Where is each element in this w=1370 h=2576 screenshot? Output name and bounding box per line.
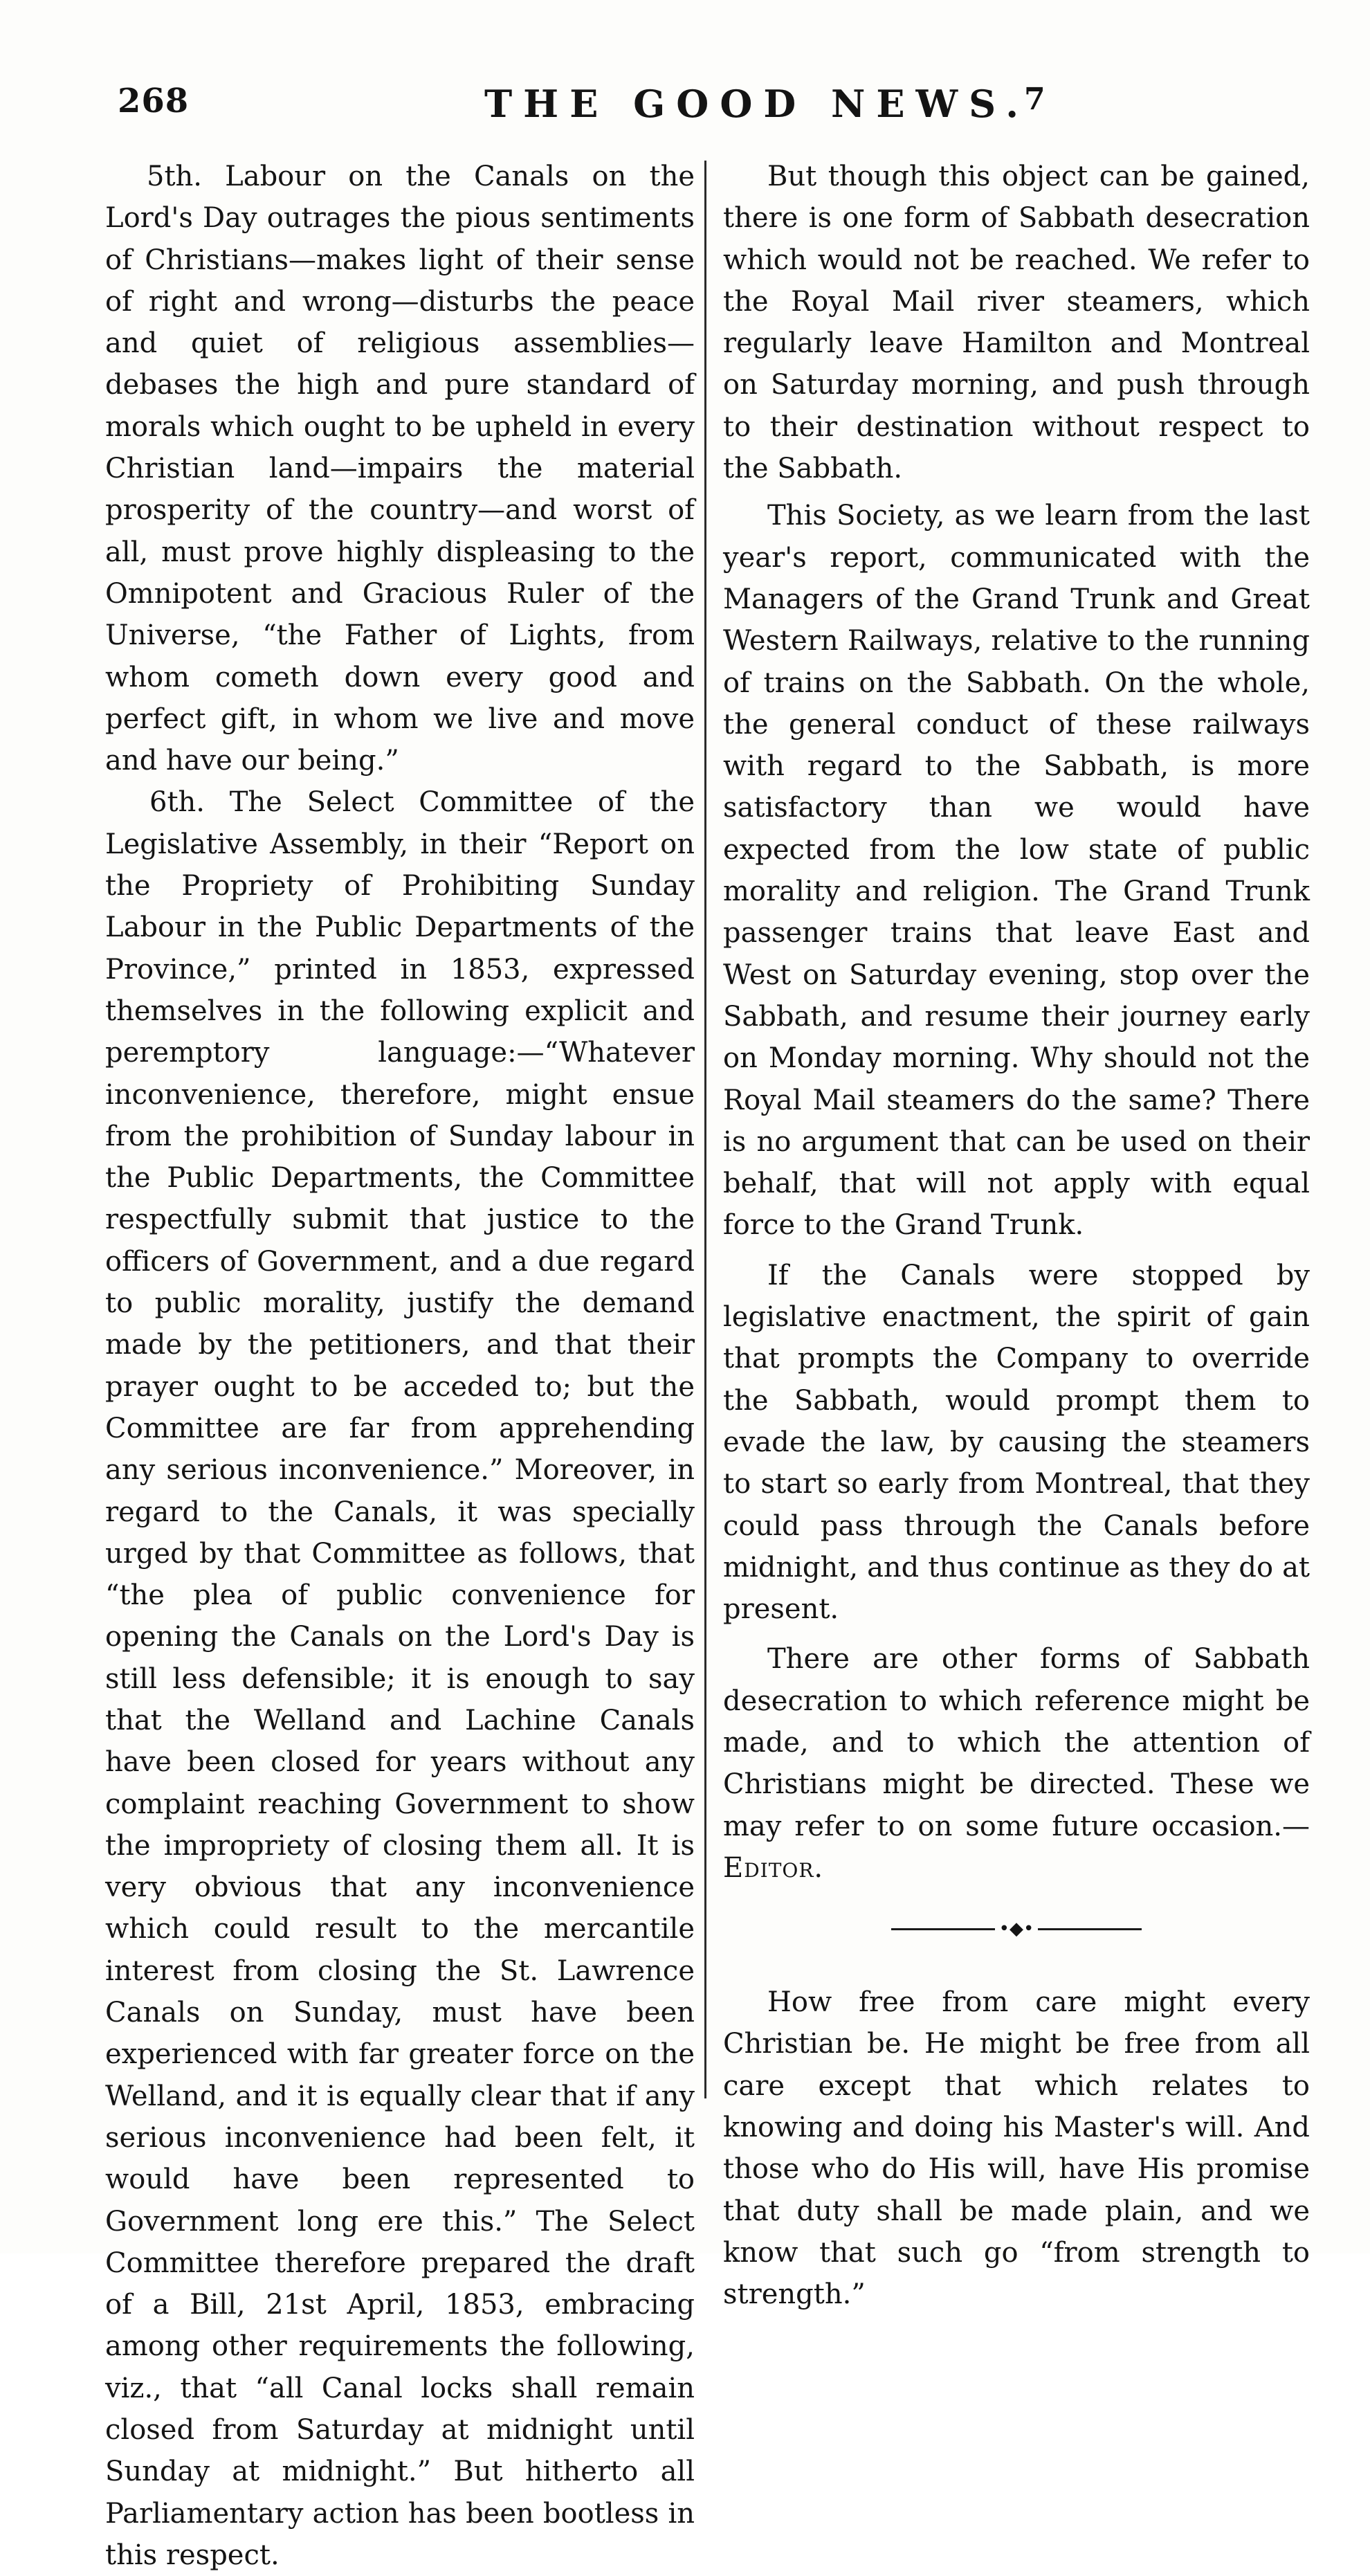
left-column [105, 156, 695, 2576]
paragraph-other-forms-text: There are other forms of Sabbath desecration to which reference might be made, and to which the attention of Christians might be directed. These we may refer to on some future occasion.— [723, 1643, 1310, 1842]
running-title: THE GOOD NEWS. [484, 82, 1030, 126]
separator-ornament: •◆• [998, 1919, 1034, 1940]
editor-signature: Editor. [723, 1851, 824, 1884]
right-column [723, 156, 1310, 2316]
page-number: 268 [118, 82, 190, 120]
section-separator [723, 1915, 1310, 1943]
separator-line-right [1038, 1928, 1142, 1930]
header-mark: 7 [1024, 82, 1045, 117]
paragraph-sixth-point: 6th. The Select Committee of the Legislative Assembly, in their “Report on the Propriety of Prohibiting Sunday Labour in the Public Departments of the Province,” printed in 1853, expressed themselves in the following explicit and peremptory language:—“Whatever inconvenience, therefore, might ensue from the prohibition of Sunday labour in the Public Departments, the Committee respectfully submit that justice to the officers of Government, and a due regard to public morality, justify the demand made by the petitioners, and that their prayer ought to be acceded to; but the Committee are far from apprehending any serious inconvenience.” Moreover, in regard to the Canals, it was specially urged by that Committee as follows, that “the plea of public convenience for opening the Canals on the Lord's Day is still less defensible; it is enough to say that the Welland and Lachine Canals have been closed for years without any complaint reaching Government to show the impropriety of closing them all. It is very obvious that any inconvenience which could result to the mercantile interest from closing the St. Lawrence Canals on Sunday, must have been experienced with far greater force on the Welland, and it is equally clear that if any serious inconvenience had been felt, it would have been represented to Government long ere this.” The Select Committee therefore prepared the draft of a Bill, 21st April, 1853, embracing among other requirements the following, viz., that “all Canal locks shall remain closed from Saturday at midnight until Sunday at midnight.” But hitherto all Parliamentary action has been bootless in this respect. [105, 786, 695, 2571]
paragraph-other-forms [723, 1638, 1310, 1889]
paragraph-free-from-care: How free from care might every Christian be. He might be free from all care except that which relates to knowing and doing his Master's will. And those who do His will, have His promise that duty shall be made plain, and we know that such go “from strength to strength.” [723, 1986, 1310, 2311]
separator-line-left [891, 1928, 995, 1930]
paragraph-canals: If the Canals were stopped by legislative enactment, the spirit of gain that prompts the Company to override the Sabbath, would prompt them to evade the law, by causing the steamers to start so early from Montreal, that they could pass through the Canals before midnight, and thus continue as they do at present. [723, 1259, 1310, 1626]
paragraph-fifth-point: 5th. Labour on the Canals on the Lord's Day outrages the pious sentiments of Christians—makes light of their sense of right and wrong—disturbs the peace and quiet of religious assemblies—debases the high and pure standard of morals which ought to be upheld in every Christian land—impairs the material prosperity of the country—and worst of all, must prove highly displeasing to the Omnipotent and Gracious Ruler of the Universe, “the Father of Lights, from whom cometh down every good and perfect gift, in whom we live and move and have our being.” [105, 161, 695, 777]
paragraph-royal-mail: But though this object can be gained, there is one form of Sabbath desecration which would not be reached. We refer to the Royal Mail river steamers, which regularly leave Hamilton and Montreal on Saturday morning, and push through to their destination without respect to the Sabbath. [723, 161, 1310, 485]
column-divider [704, 161, 706, 2098]
page-header [118, 82, 1280, 137]
paragraph-railways: This Society, as we learn from the last year's report, communicated with the Managers of the Grand Trunk and Great Western Railways, relative to the running of trains on the Sabbath. On the whole, the general conduct of these railways with regard to the Sabbath, is more satisfactory than we would have expected from the low state of public morality and religion. The Grand Trunk passenger trains that leave East and West on Saturday evening, stop over the Sabbath, and resume their journey early on Monday morning. Why should not the Royal Mail steamers do the same? There is no argument that can be used on their behalf, that will not apply with equal force to the Grand Trunk. [723, 500, 1310, 1242]
